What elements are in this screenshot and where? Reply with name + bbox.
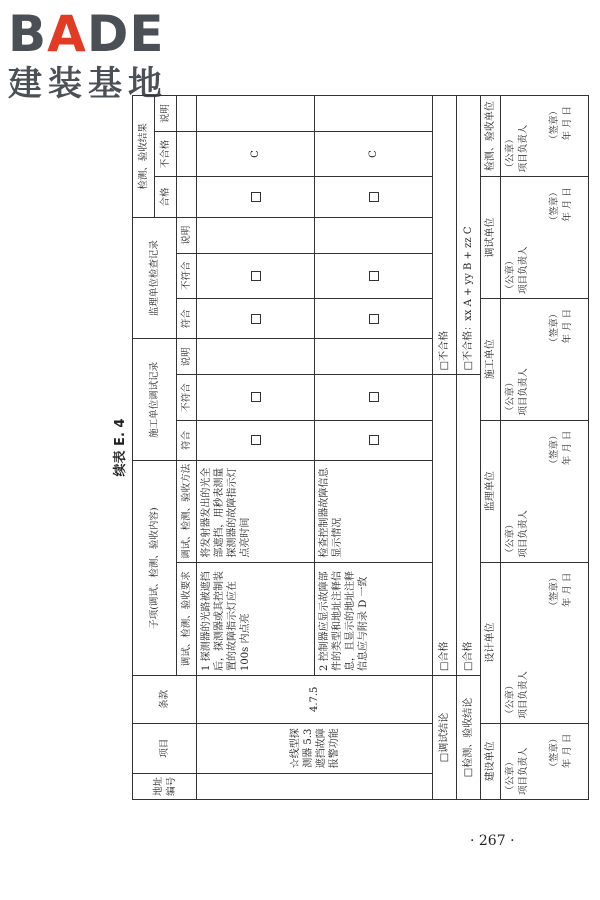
header-remark-3 bbox=[177, 96, 197, 132]
checkbox-construction-pass-2[interactable] bbox=[369, 435, 379, 445]
date-text: 年 月 日 bbox=[562, 430, 573, 466]
person-text: 项目负责人 bbox=[518, 368, 529, 416]
checkbox-inspection-qualified-2[interactable] bbox=[369, 192, 379, 202]
remark-cell bbox=[197, 217, 315, 253]
result-1: C bbox=[197, 131, 315, 176]
seal-text: （公章） bbox=[505, 756, 516, 795]
header-unqualified: 不合格 bbox=[155, 131, 177, 176]
unit-design: 设计单位 bbox=[481, 562, 501, 723]
unit-construction-owner: 建设单位 bbox=[481, 723, 501, 799]
date-text: 年 月 日 bbox=[562, 187, 573, 222]
date-text: 年 月 日 bbox=[562, 308, 573, 344]
header-address-code: 地址编号 bbox=[133, 773, 197, 799]
sign-text: （签章） bbox=[549, 106, 560, 145]
address-code-cell bbox=[197, 773, 433, 799]
seal-text: （公章） bbox=[505, 377, 516, 416]
checkbox-supervision-fail-2[interactable] bbox=[369, 271, 379, 281]
remark-cell bbox=[315, 96, 433, 132]
header-remark-2: 说明 bbox=[177, 217, 197, 253]
method-1: 将发射器发出的光全部遮挡，用秒表测量探测器的故障指示灯点亮时间 bbox=[197, 461, 315, 562]
remark-cell bbox=[315, 339, 433, 375]
sign-text: （签章） bbox=[549, 430, 560, 469]
check-fail-option[interactable]: □不合格：xx A + yy B + zz C bbox=[457, 96, 481, 375]
person-text: 项目负责人 bbox=[518, 671, 529, 719]
checkbox-construction-fail-2[interactable] bbox=[369, 392, 379, 402]
header-requirement: 调试、检测、验收要求 bbox=[177, 562, 197, 675]
signature-block bbox=[501, 298, 589, 420]
remark-cell bbox=[315, 217, 433, 253]
header-pass-2: 符合 bbox=[177, 298, 197, 339]
signature-block bbox=[501, 723, 589, 799]
rotated-page-content bbox=[110, 95, 573, 800]
check-pass-option[interactable]: □合格 bbox=[457, 375, 481, 676]
unit-commissioning: 调试单位 bbox=[481, 177, 501, 299]
signature-block bbox=[501, 96, 589, 177]
requirement-2: 2 控制器应显示故障部件的类型和地址注释信息，且显示的地址注释信息应与附录 D 一致 bbox=[315, 562, 433, 675]
sign-text: （签章） bbox=[549, 572, 560, 611]
signature-block bbox=[501, 420, 589, 562]
checkbox-inspection-qualified-1[interactable] bbox=[251, 192, 261, 202]
table-caption: 续表 E. 4 bbox=[113, 418, 128, 477]
clause-cell: 4.7.5 bbox=[197, 675, 433, 723]
sign-text: （签章） bbox=[549, 187, 560, 226]
header-supervision: 监理单位检查记录 bbox=[133, 217, 177, 339]
logo-wordmark: BADE bbox=[8, 5, 165, 63]
header-fail-1: 不符合 bbox=[177, 375, 197, 420]
inspection-table bbox=[132, 95, 589, 800]
sign-text: （签章） bbox=[549, 733, 560, 772]
project-cell: ☆线型探测器 5.3 遮挡故障报警功能 bbox=[197, 723, 433, 773]
header-qualified-col bbox=[177, 177, 197, 218]
seal-text: （公章） bbox=[505, 134, 516, 173]
sign-text: （签章） bbox=[549, 308, 560, 347]
person-text: 项目负责人 bbox=[518, 510, 529, 558]
requirement-1: 1 探测器的光路被遮挡后，探测器或其控制装置的故障指示灯应在 100s 内点亮 bbox=[197, 562, 315, 675]
person-text: 项目负责人 bbox=[518, 246, 529, 294]
header-project: 项目 bbox=[133, 723, 197, 773]
person-text: 项目负责人 bbox=[518, 124, 529, 173]
check-conclusion-row bbox=[457, 96, 481, 800]
header-construction: 施工单位调试记录 bbox=[133, 339, 177, 461]
debug-fail-option[interactable]: □不合格 bbox=[433, 96, 457, 375]
seal-text: （公章） bbox=[505, 255, 516, 294]
remark-cell bbox=[197, 96, 315, 132]
remark-cell bbox=[197, 339, 315, 375]
method-2: 检查控制器故障信息显示情况 bbox=[315, 461, 433, 562]
debug-conclusion-row bbox=[433, 96, 457, 800]
header-fail-2: 不符合 bbox=[177, 253, 197, 298]
date-text: 年 月 日 bbox=[562, 106, 573, 141]
checkbox-supervision-pass-1[interactable] bbox=[251, 314, 261, 324]
seal-text: （公章） bbox=[505, 680, 516, 719]
header-method: 调试、检测、验收方法 bbox=[177, 461, 197, 562]
signature-block bbox=[501, 562, 589, 723]
page-number: · 267 · bbox=[470, 833, 515, 849]
person-text: 项目负责人 bbox=[518, 747, 529, 795]
logo-subtitle: 建装基地 bbox=[8, 64, 168, 104]
header-clause: 条款 bbox=[133, 675, 197, 723]
header-qualified: 合格 bbox=[155, 177, 177, 218]
signature-unit-row bbox=[481, 96, 501, 800]
signature-block-row bbox=[501, 96, 589, 800]
table-row bbox=[197, 96, 315, 800]
header-inspection: 检测、验收结果 bbox=[133, 96, 155, 218]
header-pass-1: 符合 bbox=[177, 420, 197, 461]
checkbox-supervision-fail-1[interactable] bbox=[251, 271, 261, 281]
debug-pass-option[interactable]: □合格 bbox=[433, 375, 457, 676]
date-text: 年 月 日 bbox=[562, 572, 573, 608]
brand-logo bbox=[8, 6, 188, 104]
date-text: 年 月 日 bbox=[562, 733, 573, 769]
checkbox-construction-pass-1[interactable] bbox=[251, 435, 261, 445]
signature-block bbox=[501, 177, 589, 299]
seal-text: （公章） bbox=[505, 519, 516, 558]
header-sub-item: 子项(调试、检测、验收内容) bbox=[133, 461, 177, 676]
debug-conclusion-label[interactable]: □调试结论 bbox=[433, 675, 457, 799]
checkbox-supervision-pass-2[interactable] bbox=[369, 314, 379, 324]
header-remark-1: 说明 bbox=[177, 339, 197, 375]
unit-contractor: 施工单位 bbox=[481, 298, 501, 420]
unit-supervision: 监理单位 bbox=[481, 420, 501, 562]
unit-inspection: 检测、验收单位 bbox=[481, 96, 501, 177]
rotated-table-area bbox=[110, 95, 573, 800]
check-conclusion-label[interactable]: □检测、验收结论 bbox=[457, 675, 481, 799]
header-remark: 说明 bbox=[155, 96, 177, 132]
checkbox-construction-fail-1[interactable] bbox=[251, 392, 261, 402]
header-unqualified-col bbox=[177, 131, 197, 176]
result-2: C bbox=[315, 131, 433, 176]
